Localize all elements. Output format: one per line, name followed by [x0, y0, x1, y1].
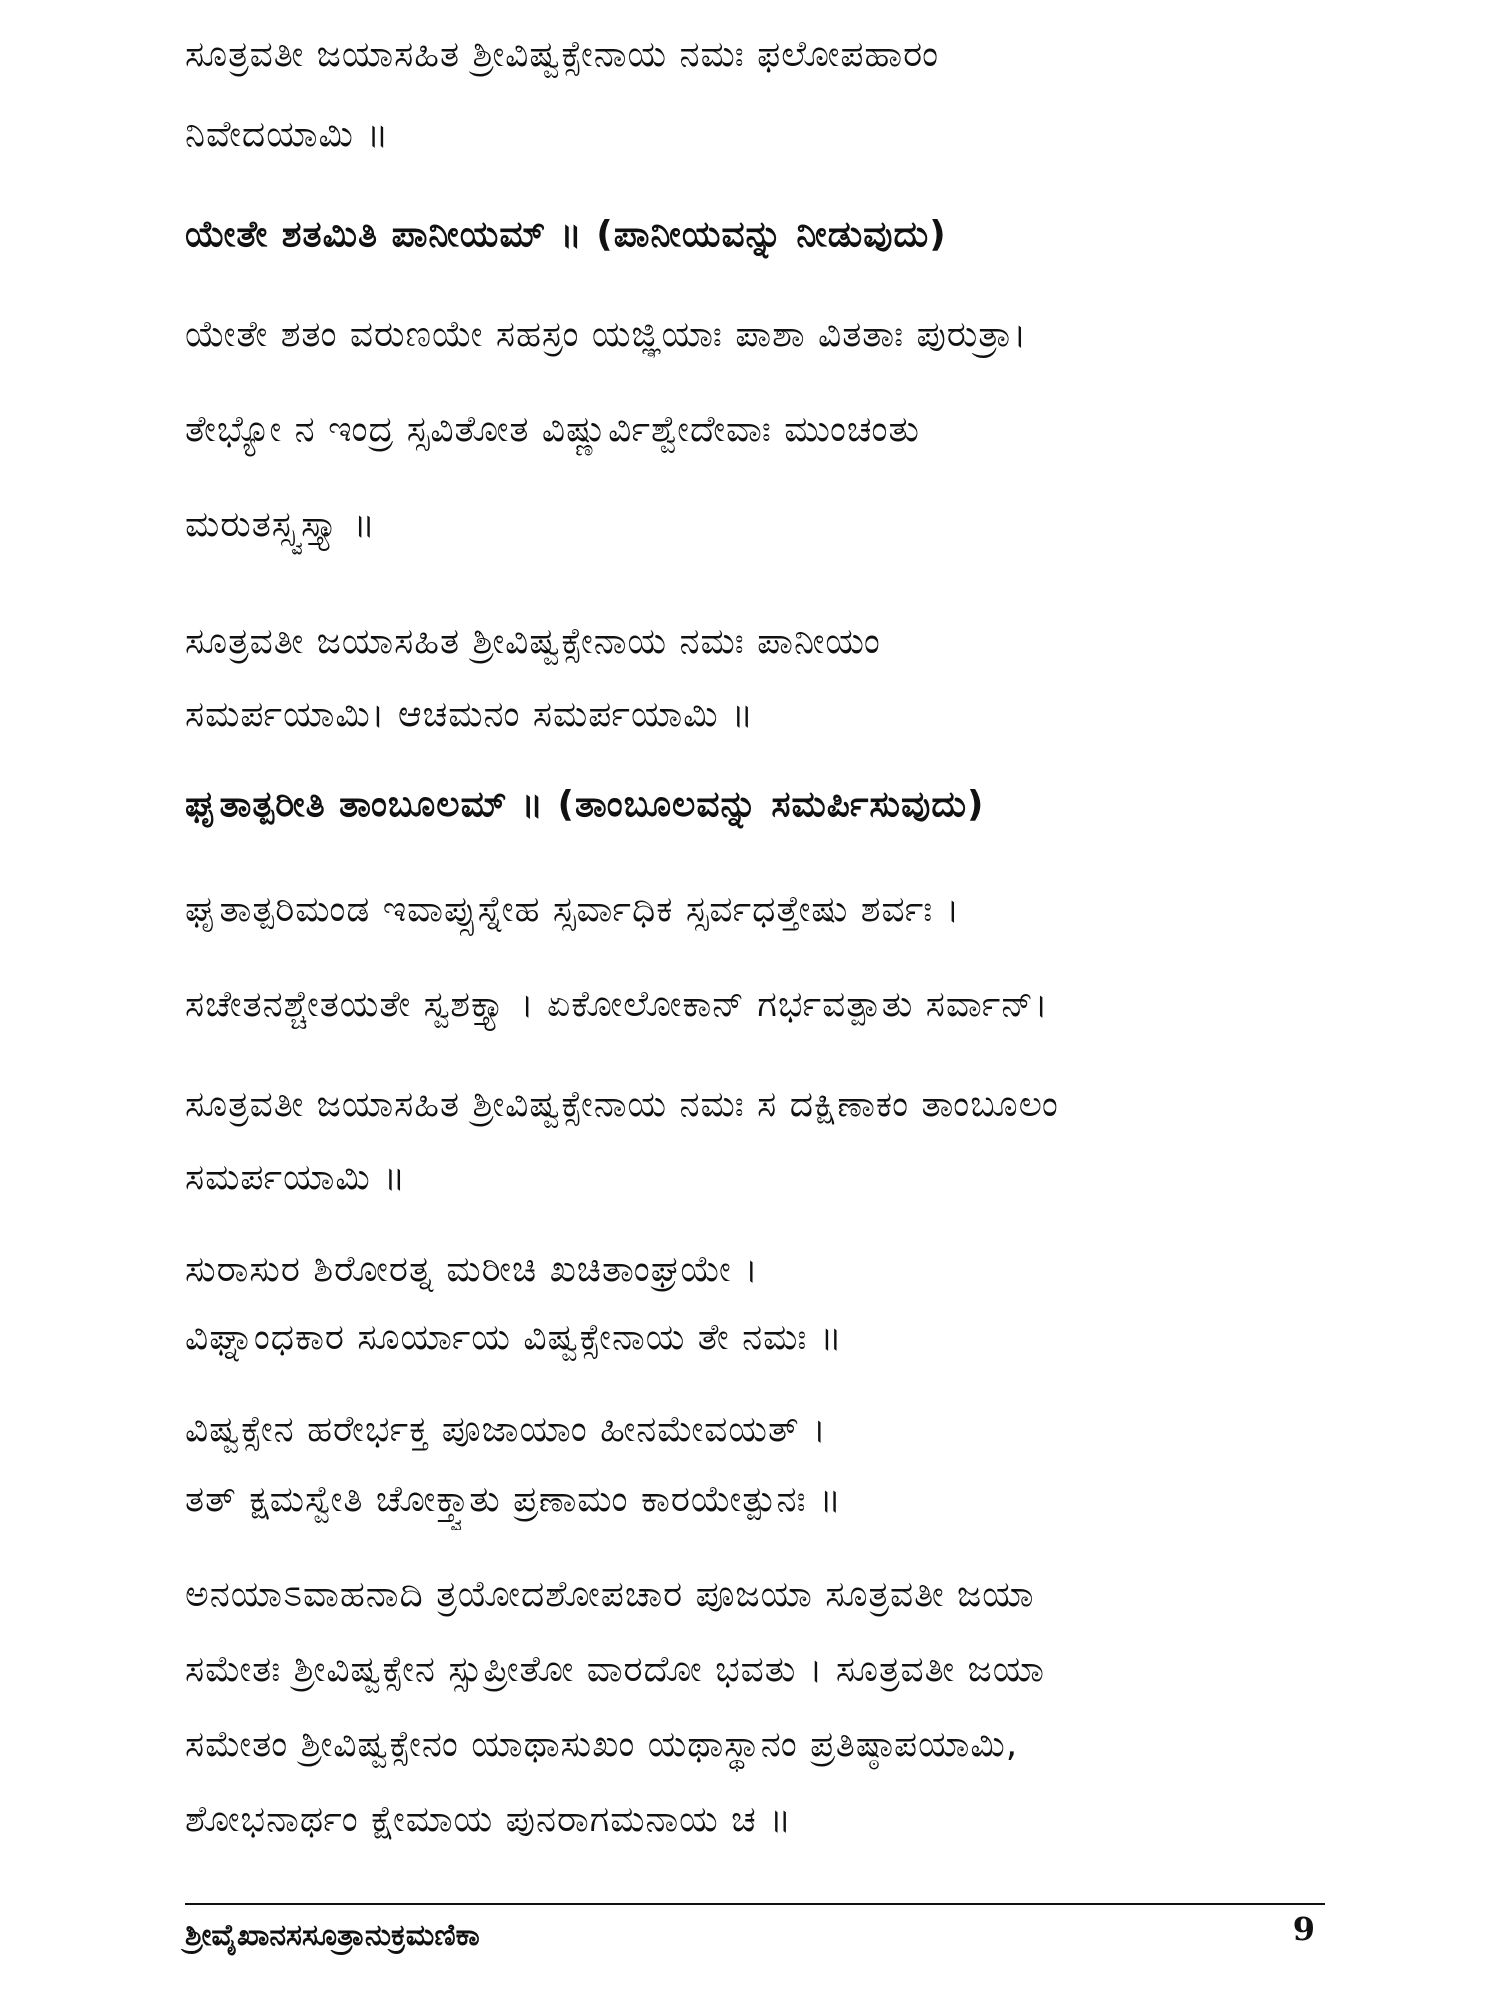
- text-line: ಸೂತ್ರವತೀ ಜಯಾಸಹಿತ ಶ್ರೀವಿಷ್ವಕ್ಸೇನಾಯ ನಮಃ ಪಾನೀಯಂ: [185, 621, 881, 662]
- text-line: ಶೋಭನಾರ್ಥಂ ಕ್ಷೇಮಾಯ ಪುನರಾಗಮನಾಯ ಚ ॥: [185, 1799, 793, 1840]
- text-line: ಅನಯಾಽವಾಹನಾದಿ ತ್ರಯೋದಶೋಪಚಾರ ಪೂಜಯಾ ಸೂತ್ರವತೀ ಜಯಾ: [185, 1574, 1035, 1615]
- footer-book-title: ಶ್ರೀವೈಖಾನಸಸೂತ್ರಾನುಕ್ರಮಣಿಕಾ: [185, 1918, 480, 1953]
- document-page: [185, 0, 1325, 2000]
- section-heading: ಯೇತೇ ಶತಮಿತಿ ಪಾನೀಯಮ್ ॥ (ಪಾನೀಯವನ್ನು ನೀಡುವುದು): [185, 214, 947, 255]
- footer-divider: [185, 1903, 1325, 1905]
- text-line: ಸಮರ್ಪಯಾಮಿ ॥: [185, 1157, 407, 1198]
- text-line: ಸೂತ್ರವತೀ ಜಯಾಸಹಿತ ಶ್ರೀವಿಷ್ವಕ್ಸೇನಾಯ ನಮಃ ಸ ದಕ್ಷಿಣಾಕಂ ತಾಂಬೂಲಂ: [185, 1084, 1059, 1125]
- text-line: ಸಮರ್ಪಯಾಮಿ। ಆಚಮನಂ ಸಮರ್ಪಯಾಮಿ ॥: [185, 694, 755, 735]
- verse-line: ತತ್ ಕ್ಷಮಸ್ವೇತಿ ಚೋಕ್ತ್ವಾತು ಪ್ರಣಾಮಂ ಕಾರಯೇತ್ಪುನಃ ॥: [185, 1479, 842, 1520]
- verse-line: ವಿಘ್ನಾಂಧಕಾರ ಸೂರ್ಯಾಯ ವಿಷ್ವಕ್ಸೇನಾಯ ತೇ ನಮಃ ॥: [185, 1317, 843, 1358]
- mantra-line: ಮರುತಸ್ಸ್ವಸ್ತ್ಯಾ ॥: [185, 504, 376, 545]
- mantra-line: ಸಚೇತನಶ್ಚೇತಯತೇ ಸ್ವಶಕ್ತ್ಯಾ । ಏಕೋಲೋಕಾನ್ ಗರ್ಭವತ್ಪಾತು ಸರ್ವಾನ್।: [185, 984, 1049, 1025]
- text-line: ಸೂತ್ರವತೀ ಜಯಾಸಹಿತ ಶ್ರೀವಿಷ್ವಕ್ಸೇನಾಯ ನಮಃ ಫಲೋಪಹಾರಂ: [185, 34, 940, 75]
- verse-line: ವಿಷ್ವಕ್ಸೇನ ಹರೇರ್ಭಕ್ತ ಪೂಜಾಯಾಂ ಹೀನಮೇವಯತ್ ।: [185, 1409, 827, 1450]
- page-number: 9: [1292, 1910, 1315, 1948]
- text-line: ಸಮೇತಂ ಶ್ರೀವಿಷ್ವಕ್ಸೇನಂ ಯಾಥಾಸುಖಂ ಯಥಾಸ್ಥಾನಂ ಪ್ರತಿಷ್ಠಾಪಯಾಮಿ,: [185, 1724, 1019, 1765]
- verse-line: ಸುರಾಸುರ ಶಿರೋರತ್ನ ಮರೀಚಿ ಖಚಿತಾಂಘ್ರಯೇ ।: [185, 1249, 759, 1290]
- text-line: ನಿವೇದಯಾಮಿ ॥: [185, 114, 390, 155]
- text-line: ಸಮೇತಃ ಶ್ರೀವಿಷ್ವಕ್ಸೇನ ಸ್ಸುಪ್ರೀತೋ ವಾರದೋ ಭವತು । ಸೂತ್ರವತೀ ಜಯಾ: [185, 1649, 1046, 1690]
- mantra-line: ತೇಭ್ಯೋ ನ ಇಂದ್ರ ಸ್ಸವಿತೋತ ವಿಷ್ಣುರ್ವಿಶ್ವೇದೇವಾಃ ಮುಂಚಂತು: [185, 409, 920, 450]
- mantra-line: ಯೇತೇ ಶತಂ ವರುಣಯೇ ಸಹಸ್ರಂ ಯಜ್ಞಿಯಾಃ ಪಾಶಾ ವಿತತಾಃ ಪುರುತ್ರಾ।: [185, 314, 1028, 355]
- section-heading: ಘೃತಾತ್ಪರೀತಿ ತಾಂಬೂಲಮ್ ॥ (ತಾಂಬೂಲವನ್ನು ಸಮರ್ಪಿಸುವುದು): [185, 784, 985, 825]
- mantra-line: ಘೃತಾತ್ಪರಿಮಂಡ ಇವಾಪ್ಸುಸ್ನೇಹ ಸ್ಸರ್ವಾಧಿಕ ಸ್ಸರ್ವಧತ್ತೇಷು ಶರ್ವಃ ।: [185, 889, 961, 930]
